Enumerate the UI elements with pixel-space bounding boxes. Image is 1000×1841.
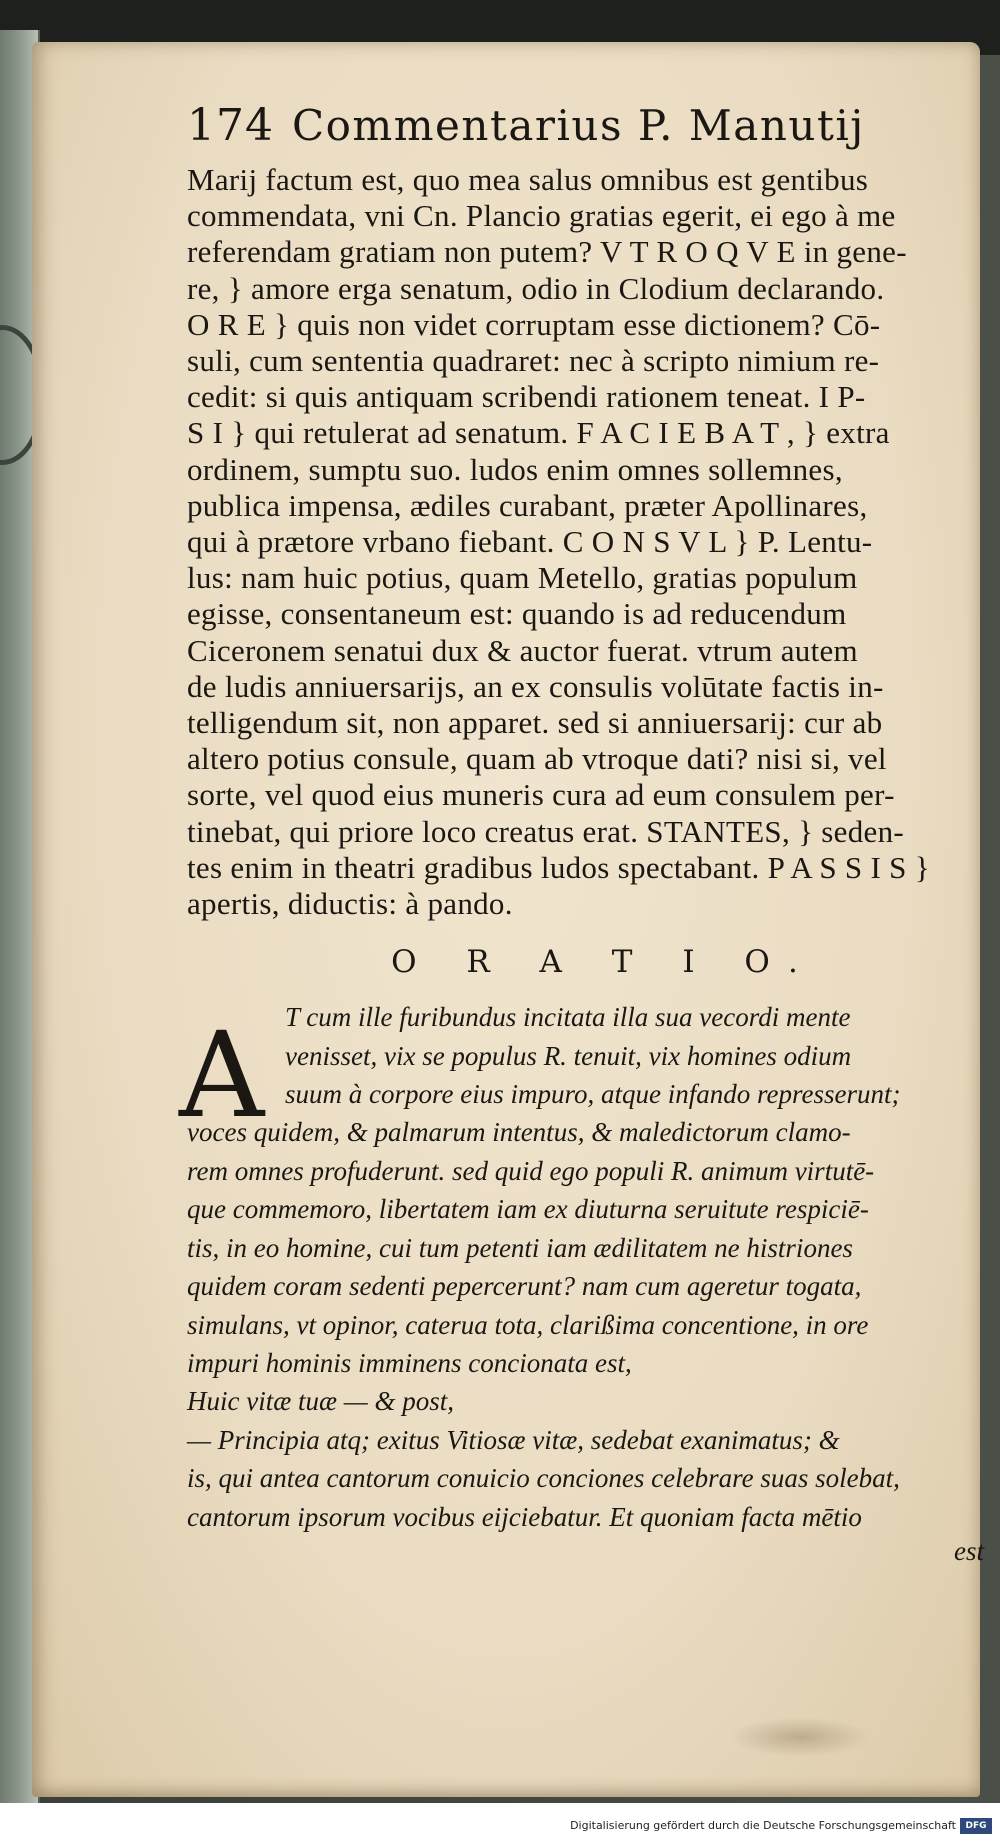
commentary-line: cedit: si quis antiquam scribendi rationem teneat. I P- bbox=[187, 379, 866, 415]
running-title: Commentarius P. Manutij bbox=[291, 101, 865, 150]
commentary-line: de ludis anniuersarijs, an ex consulis volūtate factis in- bbox=[187, 668, 884, 704]
commentary-line: tinebat, qui priore loco creatus erat. STANTES, } seden- bbox=[187, 813, 905, 849]
commentary-line: telligendum sit, non apparet. sed si anniuersarij: cur ab bbox=[187, 705, 883, 741]
oration-line: que commemoro, libertatem iam ex diuturna seruitute respiciē- bbox=[187, 1194, 869, 1225]
commentary-line: ordinem, sumptu suo. ludos enim omnes sollemnes, bbox=[187, 451, 843, 487]
oration-line: impuri hominis imminens concionata est, bbox=[187, 1347, 632, 1378]
commentary-line: referendam gratiam non putem? V T R O Q V E in gene- bbox=[187, 234, 907, 270]
oration-line: tis, in eo homine, cui tum petenti iam ædilitatem ne histriones bbox=[187, 1232, 853, 1263]
commentary-line: publica impensa, ædiles curabant, præter Apollinares, bbox=[187, 487, 868, 523]
page-number: 174 bbox=[187, 100, 274, 151]
commentary-line: altero potius consule, quam ab vtroque dati? nisi si, vel bbox=[187, 741, 887, 777]
commentary-line: apertis, diductis: à pando. bbox=[187, 886, 513, 922]
commentary-block bbox=[187, 162, 1000, 922]
commentary-line: qui à prætore vrbano fiebant. C O N S V L } P. Lentu- bbox=[187, 524, 873, 560]
oration-line: is, qui antea cantorum conuicio conciones celebrare suas solebat, bbox=[187, 1463, 900, 1494]
oration-line: venisset, vix se populus R. tenuit, vix homines odium bbox=[285, 1040, 852, 1071]
oration-line: quidem coram sedenti pepercerunt? nam cum ageretur togata, bbox=[187, 1271, 862, 1302]
commentary-line: commendata, vni Cn. Plancio gratias egerit, ei ego à me bbox=[187, 198, 896, 234]
commentary-line: suli, cum sententia quadraret: nec à scripto nimium re- bbox=[187, 343, 880, 379]
page-curl-shadow bbox=[730, 1717, 870, 1757]
oration-line: suum à corpore eius impuro, atque infando represserunt; bbox=[285, 1079, 901, 1110]
commentary-line: Ciceronem senatui dux & auctor fuerat. vtrum autem bbox=[187, 632, 858, 668]
oration-line: simulans, vt opinor, caterua tota, clarißima concentione, in ore bbox=[187, 1309, 869, 1340]
oration-line: cantorum ipsorum vocibus eijciebatur. Et quoniam facta mētio bbox=[187, 1501, 862, 1532]
oration-line: — Principia atq; exitus Vitiosæ vitæ, sedebat exanimatus; & bbox=[187, 1424, 840, 1455]
oration-line: voces quidem, & palmarum intentus, & maledictorum clamo- bbox=[187, 1117, 851, 1148]
oration-lines bbox=[187, 998, 1000, 1536]
commentary-line: lus: nam huic potius, quam Metello, gratias populum bbox=[187, 560, 858, 596]
commentary-line: re, } amore erga senatum, odio in Clodium declarando. bbox=[187, 270, 885, 306]
catchword: est bbox=[954, 1535, 984, 1566]
drop-cap-initial: A bbox=[179, 1006, 265, 1145]
footer-bar bbox=[0, 1803, 1000, 1841]
dfg-logo: DFG bbox=[960, 1818, 992, 1834]
commentary-line: sorte, vel quod eius muneris cura ad eum consulem per- bbox=[187, 777, 895, 813]
page-text-area bbox=[179, 100, 1000, 1567]
oration-line: T cum ille furibundus incitata illa sua vecordi mente bbox=[285, 1002, 851, 1033]
digitization-credit: Digitalisierung gefördert durch die Deutsche Forschungsgemeinschaft bbox=[570, 1819, 956, 1832]
running-head bbox=[187, 100, 1000, 162]
oration-line: rem omnes profuderunt. sed quid ego populi R. animum virtutē- bbox=[187, 1155, 875, 1186]
commentary-line: Marij factum est, quo mea salus omnibus est gentibus bbox=[187, 162, 869, 197]
commentary-line: O R E } quis non videt corruptam esse dictionem? Cō- bbox=[187, 306, 881, 342]
section-heading: O R A T I O. bbox=[391, 944, 818, 981]
oration-line: Huic vitæ tuæ — & post, bbox=[187, 1386, 455, 1417]
commentary-line: tes enim in theatri gradibus ludos spectabant. P A S S I S } bbox=[187, 849, 930, 885]
commentary-line: egisse, consentaneum est: quando is ad reducendum bbox=[187, 596, 847, 632]
oration-block bbox=[179, 998, 1000, 1536]
commentary-line: S I } qui retulerat ad senatum. F A C I E B A T , } extra bbox=[187, 415, 890, 451]
book-page bbox=[32, 42, 984, 1797]
